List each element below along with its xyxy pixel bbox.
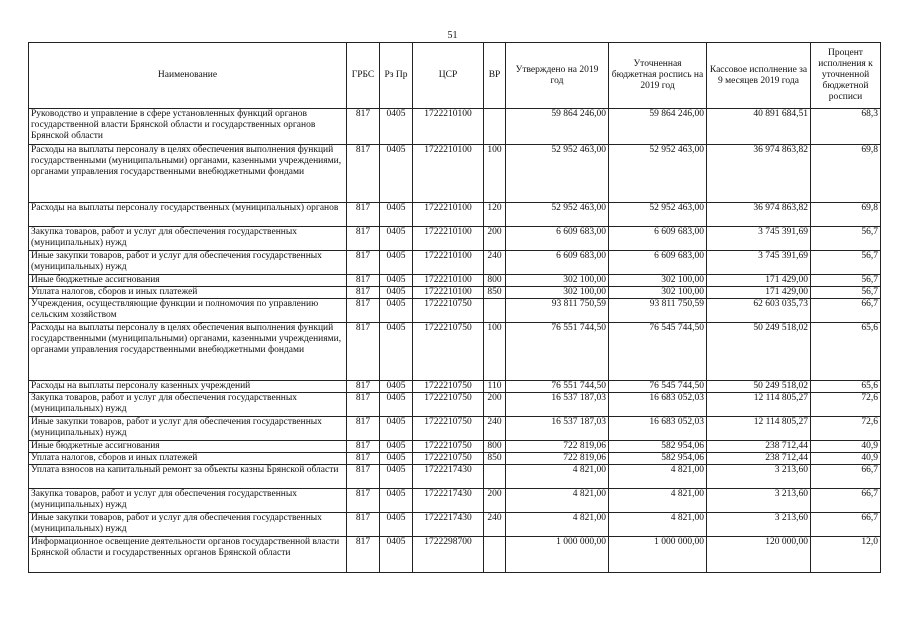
cell-refined: 16 683 052,03 <box>609 393 707 417</box>
cell-csr: 1722217430 <box>413 489 484 513</box>
cell-name: Закупка товаров, работ и услуг для обеспечения государственных (муниципальных) нужд <box>29 227 347 251</box>
table-row <box>29 203 881 227</box>
cell-approved: 722 819,06 <box>506 441 609 453</box>
table-row <box>29 489 881 513</box>
cell-csr: 1722217430 <box>413 465 484 489</box>
budget-table <box>28 42 881 573</box>
cell-name: Уплата взносов на капитальный ремонт за объекты казны Брянской области <box>29 465 347 489</box>
cell-refined: 4 821,00 <box>609 513 707 537</box>
table-row <box>29 441 881 453</box>
table-row <box>29 417 881 441</box>
cell-grbs: 817 <box>347 453 380 465</box>
cell-vr <box>484 537 506 573</box>
cell-vr: 850 <box>484 287 506 299</box>
header-percent: Процент исполнения к уточненной бюджетной росписи <box>811 43 881 109</box>
cell-name: Закупка товаров, работ и услуг для обеспечения государственных (муниципальных) нужд <box>29 489 347 513</box>
table-row <box>29 109 881 145</box>
cell-vr: 100 <box>484 323 506 381</box>
table-row <box>29 381 881 393</box>
cell-refined: 582 954,06 <box>609 453 707 465</box>
cell-cash: 3 745 391,69 <box>707 227 811 251</box>
cell-grbs: 817 <box>347 109 380 145</box>
cell-percent: 66,7 <box>811 513 881 537</box>
cell-refined: 93 811 750,59 <box>609 299 707 323</box>
cell-percent: 56,7 <box>811 287 881 299</box>
cell-cash: 36 974 863,82 <box>707 145 811 203</box>
cell-rzpr: 0405 <box>380 393 413 417</box>
cell-approved: 6 609 683,00 <box>506 251 609 275</box>
cell-rzpr: 0405 <box>380 537 413 573</box>
cell-percent: 69,8 <box>811 203 881 227</box>
cell-cash: 3 213,60 <box>707 513 811 537</box>
cell-csr: 1722210750 <box>413 453 484 465</box>
cell-grbs: 817 <box>347 287 380 299</box>
cell-cash: 171 429,00 <box>707 275 811 287</box>
cell-approved: 52 952 463,00 <box>506 145 609 203</box>
table-row <box>29 453 881 465</box>
cell-approved: 16 537 187,03 <box>506 393 609 417</box>
cell-name: Расходы на выплаты персоналу государственных (муниципальных) органов <box>29 203 347 227</box>
cell-approved: 4 821,00 <box>506 489 609 513</box>
table-row <box>29 393 881 417</box>
cell-percent: 66,7 <box>811 465 881 489</box>
table-row <box>29 537 881 573</box>
cell-name: Иные бюджетные ассигнования <box>29 275 347 287</box>
cell-refined: 6 609 683,00 <box>609 251 707 275</box>
cell-approved: 1 000 000,00 <box>506 537 609 573</box>
cell-rzpr: 0405 <box>380 323 413 381</box>
cell-csr: 1722298700 <box>413 537 484 573</box>
cell-csr: 1722210100 <box>413 251 484 275</box>
cell-csr: 1722210750 <box>413 381 484 393</box>
header-grbs: ГРБС <box>347 43 380 109</box>
cell-percent: 72,6 <box>811 393 881 417</box>
cell-name: Уплата налогов, сборов и иных платежей <box>29 453 347 465</box>
cell-approved: 52 952 463,00 <box>506 203 609 227</box>
cell-csr: 1722217430 <box>413 513 484 537</box>
cell-cash: 40 891 684,51 <box>707 109 811 145</box>
cell-percent: 56,7 <box>811 275 881 287</box>
cell-grbs: 817 <box>347 537 380 573</box>
cell-percent: 72,6 <box>811 417 881 441</box>
cell-vr: 100 <box>484 145 506 203</box>
cell-approved: 4 821,00 <box>506 465 609 489</box>
cell-name: Иные закупки товаров, работ и услуг для обеспечения государственных (муниципальных) нужд <box>29 417 347 441</box>
cell-percent: 66,7 <box>811 299 881 323</box>
cell-rzpr: 0405 <box>380 453 413 465</box>
cell-grbs: 817 <box>347 275 380 287</box>
cell-cash: 62 603 035,73 <box>707 299 811 323</box>
cell-name: Иные закупки товаров, работ и услуг для обеспечения государственных (муниципальных) нужд <box>29 251 347 275</box>
cell-grbs: 817 <box>347 465 380 489</box>
cell-rzpr: 0405 <box>380 145 413 203</box>
cell-refined: 76 545 744,50 <box>609 381 707 393</box>
cell-percent: 69,8 <box>811 145 881 203</box>
header-csr: ЦСР <box>413 43 484 109</box>
header-rzpr: Рз Пр <box>380 43 413 109</box>
cell-percent: 65,6 <box>811 381 881 393</box>
cell-vr: 200 <box>484 227 506 251</box>
cell-percent: 56,7 <box>811 227 881 251</box>
cell-vr: 800 <box>484 441 506 453</box>
cell-percent: 65,6 <box>811 323 881 381</box>
cell-name: Учреждения, осуществляющие функции и полномочия по управлению сельским хозяйством <box>29 299 347 323</box>
cell-grbs: 817 <box>347 393 380 417</box>
cell-grbs: 817 <box>347 441 380 453</box>
cell-name: Расходы на выплаты персоналу в целях обеспечения выполнения функций государственными (муниципальными) органами, казенными учреждениями, органами управления государственными внебюджетными фондами <box>29 323 347 381</box>
cell-csr: 1722210100 <box>413 227 484 251</box>
cell-cash: 3 213,60 <box>707 489 811 513</box>
cell-rzpr: 0405 <box>380 513 413 537</box>
cell-cash: 50 249 518,02 <box>707 323 811 381</box>
cell-refined: 6 609 683,00 <box>609 227 707 251</box>
cell-refined: 1 000 000,00 <box>609 537 707 573</box>
cell-rzpr: 0405 <box>380 251 413 275</box>
cell-grbs: 817 <box>347 299 380 323</box>
cell-refined: 16 683 052,03 <box>609 417 707 441</box>
table-row <box>29 145 881 203</box>
cell-refined: 582 954,06 <box>609 441 707 453</box>
header-vr: ВР <box>484 43 506 109</box>
cell-refined: 76 545 744,50 <box>609 323 707 381</box>
cell-vr: 240 <box>484 417 506 441</box>
cell-cash: 238 712,44 <box>707 453 811 465</box>
cell-vr: 240 <box>484 513 506 537</box>
cell-approved: 76 551 744,50 <box>506 381 609 393</box>
cell-rzpr: 0405 <box>380 489 413 513</box>
cell-cash: 3 213,60 <box>707 465 811 489</box>
cell-rzpr: 0405 <box>380 299 413 323</box>
cell-rzpr: 0405 <box>380 203 413 227</box>
cell-grbs: 817 <box>347 203 380 227</box>
cell-approved: 59 864 246,00 <box>506 109 609 145</box>
header-approved: Утверждено на 2019 год <box>506 43 609 109</box>
header-name: Наименование <box>29 43 347 109</box>
cell-rzpr: 0405 <box>380 275 413 287</box>
cell-csr: 1722210100 <box>413 145 484 203</box>
table-row <box>29 513 881 537</box>
page-number: 51 <box>447 30 458 41</box>
cell-name: Закупка товаров, работ и услуг для обеспечения государственных (муниципальных) нужд <box>29 393 347 417</box>
cell-refined: 52 952 463,00 <box>609 203 707 227</box>
header-refined: Уточненная бюджетная роспись на 2019 год <box>609 43 707 109</box>
table-row <box>29 299 881 323</box>
cell-name: Уплата налогов, сборов и иных платежей <box>29 287 347 299</box>
cell-grbs: 817 <box>347 381 380 393</box>
cell-vr: 200 <box>484 489 506 513</box>
cell-grbs: 817 <box>347 227 380 251</box>
cell-rzpr: 0405 <box>380 287 413 299</box>
cell-percent: 66,7 <box>811 489 881 513</box>
cell-percent: 40,9 <box>811 453 881 465</box>
cell-refined: 59 864 246,00 <box>609 109 707 145</box>
cell-grbs: 817 <box>347 417 380 441</box>
cell-refined: 302 100,00 <box>609 287 707 299</box>
cell-grbs: 817 <box>347 145 380 203</box>
table-row <box>29 251 881 275</box>
cell-csr: 1722210100 <box>413 275 484 287</box>
cell-grbs: 817 <box>347 323 380 381</box>
table-row <box>29 227 881 251</box>
cell-grbs: 817 <box>347 251 380 275</box>
cell-csr: 1722210750 <box>413 323 484 381</box>
table-row <box>29 465 881 489</box>
cell-cash: 120 000,00 <box>707 537 811 573</box>
cell-csr: 1722210100 <box>413 109 484 145</box>
cell-vr: 800 <box>484 275 506 287</box>
cell-cash: 50 249 518,02 <box>707 381 811 393</box>
cell-refined: 4 821,00 <box>609 465 707 489</box>
cell-approved: 76 551 744,50 <box>506 323 609 381</box>
cell-rzpr: 0405 <box>380 441 413 453</box>
cell-cash: 12 114 805,27 <box>707 417 811 441</box>
cell-vr: 120 <box>484 203 506 227</box>
table-row <box>29 323 881 381</box>
cell-vr <box>484 299 506 323</box>
cell-name: Расходы на выплаты персоналу в целях обеспечения выполнения функций государственными (муниципальными) органами, казенными учреждениями, органами управления государственными внебюджетными фондами <box>29 145 347 203</box>
cell-percent: 12,0 <box>811 537 881 573</box>
cell-cash: 238 712,44 <box>707 441 811 453</box>
cell-refined: 52 952 463,00 <box>609 145 707 203</box>
cell-approved: 302 100,00 <box>506 275 609 287</box>
cell-vr: 200 <box>484 393 506 417</box>
cell-cash: 36 974 863,82 <box>707 203 811 227</box>
cell-csr: 1722210750 <box>413 441 484 453</box>
cell-csr: 1722210750 <box>413 417 484 441</box>
cell-rzpr: 0405 <box>380 109 413 145</box>
cell-percent: 68,3 <box>811 109 881 145</box>
cell-csr: 1722210750 <box>413 299 484 323</box>
cell-name: Расходы на выплаты персоналу казенных учреждений <box>29 381 347 393</box>
cell-approved: 6 609 683,00 <box>506 227 609 251</box>
cell-rzpr: 0405 <box>380 381 413 393</box>
table-row <box>29 287 881 299</box>
cell-vr <box>484 109 506 145</box>
header-cash: Кассовое исполнение за 9 месяцев 2019 года <box>707 43 811 109</box>
cell-cash: 12 114 805,27 <box>707 393 811 417</box>
cell-approved: 4 821,00 <box>506 513 609 537</box>
cell-grbs: 817 <box>347 489 380 513</box>
table-header-row <box>29 43 881 109</box>
cell-approved: 722 819,06 <box>506 453 609 465</box>
cell-name: Информационное освещение деятельности органов государственной власти Брянской области и государственных органов Брянской области <box>29 537 347 573</box>
cell-rzpr: 0405 <box>380 417 413 441</box>
cell-rzpr: 0405 <box>380 227 413 251</box>
cell-grbs: 817 <box>347 513 380 537</box>
cell-refined: 302 100,00 <box>609 275 707 287</box>
cell-refined: 4 821,00 <box>609 489 707 513</box>
cell-csr: 1722210100 <box>413 287 484 299</box>
cell-percent: 56,7 <box>811 251 881 275</box>
cell-name: Иные бюджетные ассигнования <box>29 441 347 453</box>
cell-vr: 850 <box>484 453 506 465</box>
cell-cash: 3 745 391,69 <box>707 251 811 275</box>
table-row <box>29 275 881 287</box>
cell-name: Иные закупки товаров, работ и услуг для обеспечения государственных (муниципальных) нужд <box>29 513 347 537</box>
cell-cash: 171 429,00 <box>707 287 811 299</box>
cell-name: Руководство и управление в сфере установленных функций органов государственной власти Брянской области и государственных органов Брянской области <box>29 109 347 145</box>
cell-csr: 1722210750 <box>413 393 484 417</box>
cell-approved: 302 100,00 <box>506 287 609 299</box>
cell-csr: 1722210100 <box>413 203 484 227</box>
cell-vr: 240 <box>484 251 506 275</box>
cell-vr: 110 <box>484 381 506 393</box>
cell-vr <box>484 465 506 489</box>
cell-approved: 93 811 750,59 <box>506 299 609 323</box>
cell-rzpr: 0405 <box>380 465 413 489</box>
cell-percent: 40,9 <box>811 441 881 453</box>
cell-approved: 16 537 187,03 <box>506 417 609 441</box>
